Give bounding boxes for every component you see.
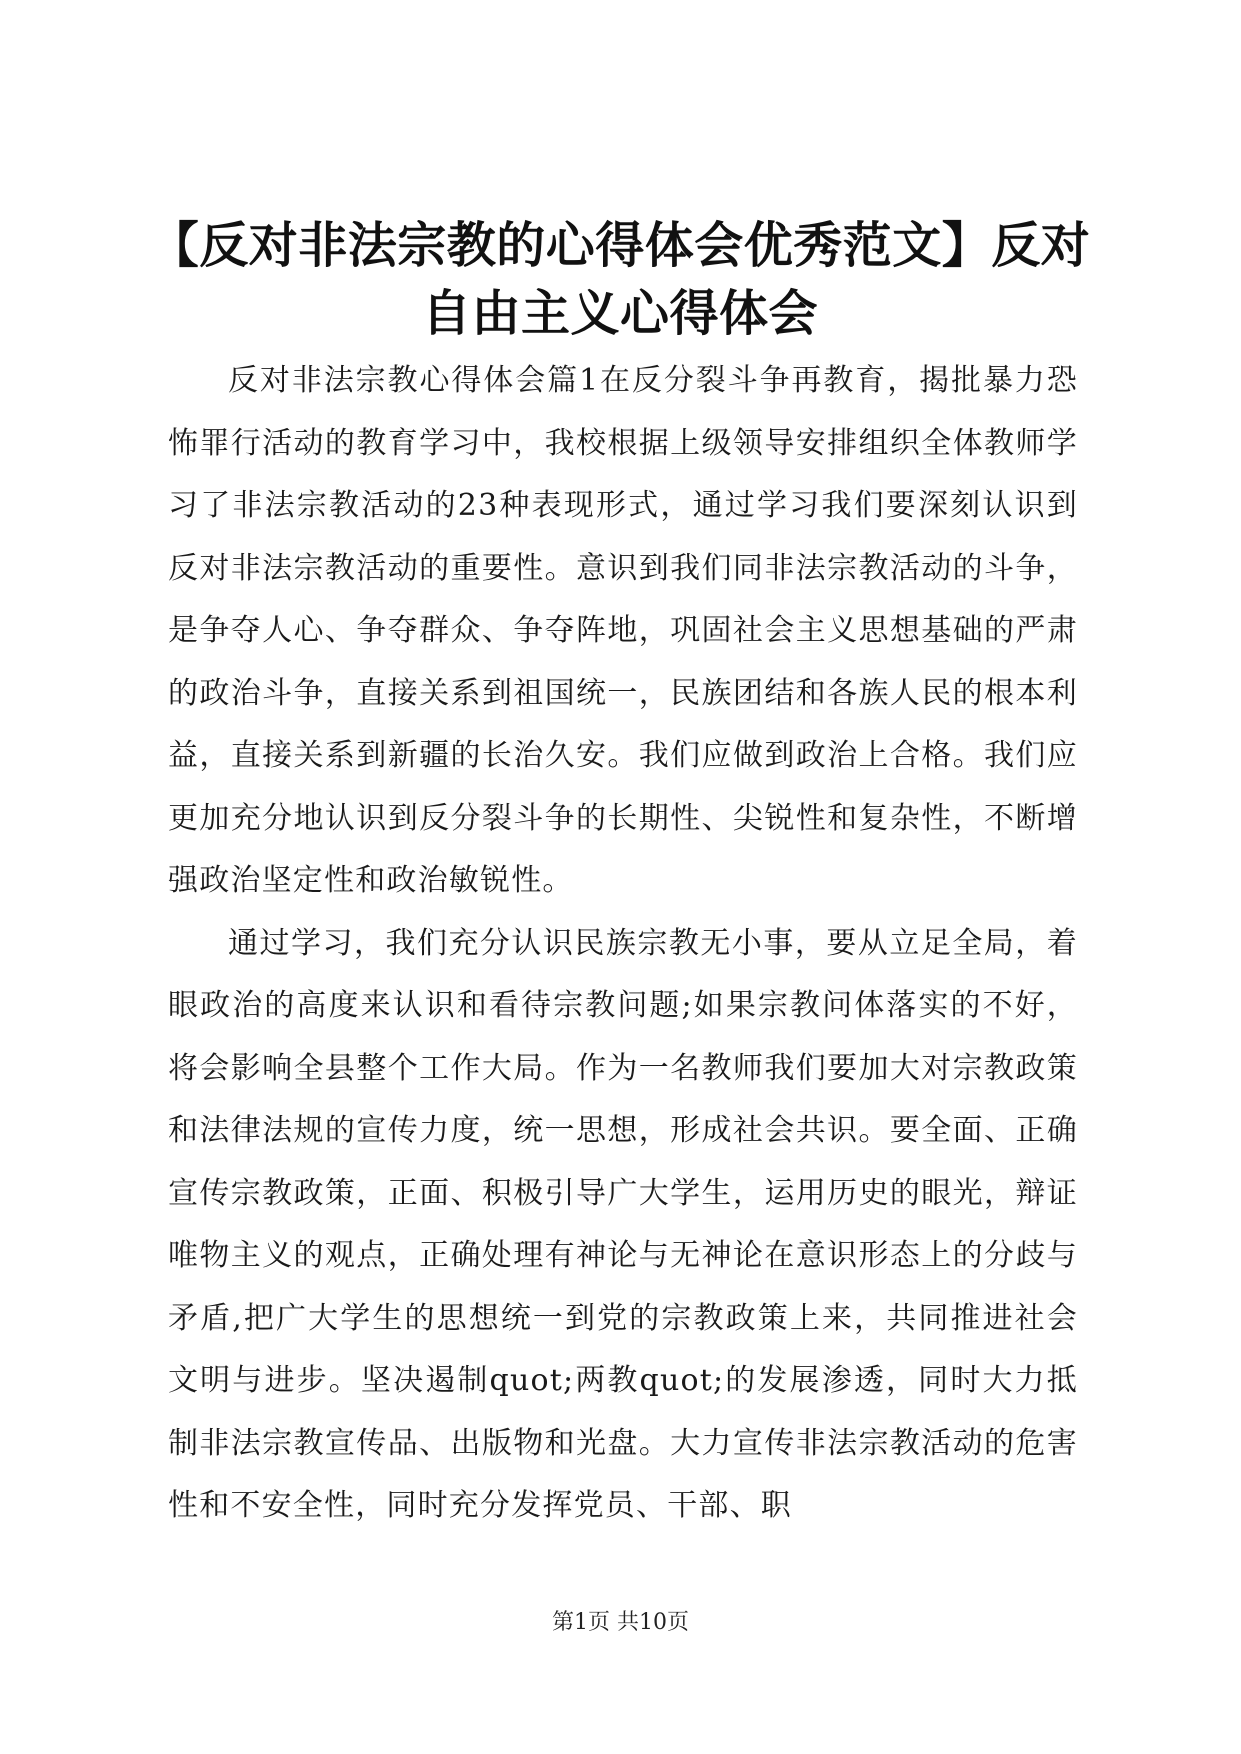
- paragraph-2: 通过学习，我们充分认识民族宗教无小事，要从立足全局，着眼政治的高度来认识和看待宗教问题;如果宗教问体落实的不好，将会影响全县整个工作大局。作为一名教师我们要加大对宗教政策和法律法规的宣传力度，统一思想，形成社会共识。要全面、正确宣传宗教政策，正面、积极引导广大学生，运用历史的眼光，辩证唯物主义的观点，正确处理有神论与无神论在意识形态上的分歧与矛盾,把广大学生的思想统一到党的宗教政策上来，共同推进社会文明与进步。坚决遏制quot;两教quot;的发展渗透，同时大力抵制非法宗教宣传品、出版物和光盘。大力宣传非法宗教活动的危害性和不安全性，同时充分发挥党员、干部、职: [168, 925, 1078, 1523]
- document-body: [168, 350, 1078, 1538]
- document-title: 【反对非法宗教的心得体会优秀范文】反对自由主义心得体会: [149, 217, 1091, 342]
- paragraph-1: 反对非法宗教心得体会篇1在反分裂斗争再教育，揭批暴力恐怖罪行活动的教育学习中，我校根据上级领导安排组织全体教师学习了非法宗教活动的23种表现形式，通过学习我们要深刻认识到反对非法宗教活动的重要性。意识到我们同非法宗教活动的斗争，是争夺人心、争夺群众、争夺阵地，巩固社会主义思想基础的严肃的政治斗争，直接关系到祖国统一，民族团结和各族人民的根本利益，直接关系到新疆的长治久安。我们应做到政治上合格。我们应更加充分地认识到反分裂斗争的长期性、尖锐性和复杂性，不断增强政治坚定性和政治敏锐性。: [168, 363, 1078, 898]
- page-number-footer: 第1页 共10页: [552, 1610, 689, 1635]
